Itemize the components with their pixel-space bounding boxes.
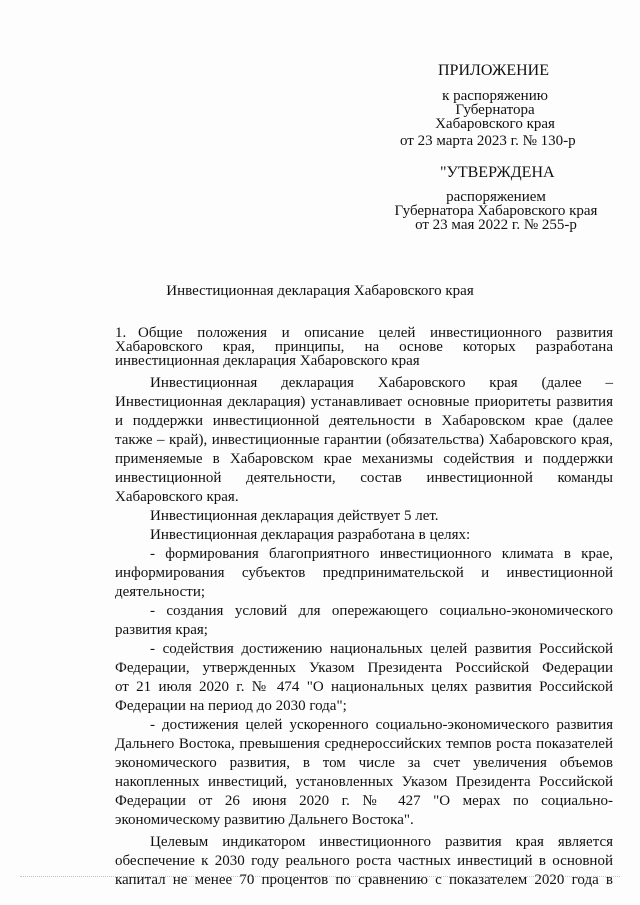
body-line: инвестиционной деятельности, состав инвестиционной команды (115, 470, 613, 486)
body-line: экономическому развитию Дальнего Востока". (115, 812, 414, 828)
approved-title: "УТВЕРЖДЕНА (440, 164, 555, 181)
appendix-date: от 23 марта 2023 г. № 130-р (400, 133, 576, 149)
body-line: обеспечение к 2030 году реального роста частных инвестиций в основной (115, 853, 613, 869)
body-line: капитал не менее 70 процентов по сравнению с показателем 2020 года в (115, 872, 613, 888)
body-line: и поддержки инвестиционной деятельности в Хабаровском крае (далее (115, 413, 613, 429)
appendix-line: Хабаровского края (435, 116, 555, 132)
section-number: 1. (115, 325, 127, 341)
body-line: деятельности; (115, 584, 206, 600)
body-line: - создания условий для опережающего социально-экономического (150, 603, 613, 619)
body-line: также – край), инвестиционные гарантии (обязательства) Хабаровского края, (115, 432, 613, 448)
body-line: - достижения целей ускоренного социально-экономического развития (150, 717, 613, 733)
appendix-line: к распоряжению (442, 88, 548, 104)
body-line: Инвестиционная декларация) устанавливает основные приоритеты развития (115, 394, 613, 410)
body-line: Дальнего Востока, превышения среднероссийских темпов роста показателей (115, 736, 613, 752)
body-line: применяемые в Хабаровском крае механизмы содействия и поддержки (115, 451, 613, 467)
body-line: Федерации на период до 2030 года"; (115, 698, 347, 714)
body-line: - содействия достижению национальных целей развития Российской (150, 641, 613, 657)
appendix-line: Губернатора (455, 102, 535, 118)
body-line: от 21 июля 2020 г. № 474 "О национальных целях развития Российской (115, 679, 613, 695)
document-title: Инвестиционная декларация Хабаровского края (166, 283, 474, 299)
body-line: накопленных инвестиций, установленных Указом Президента Российской (115, 774, 613, 790)
body-line: развития края; (115, 622, 208, 638)
body-line: - формирования благоприятного инвестиционного климата в крае, (150, 546, 613, 562)
body-line: Целевым индикатором инвестиционного развития края является (150, 834, 613, 850)
body-line: Хабаровского края. (115, 489, 239, 505)
body-line: экономического развития, в том числе за счет увеличения объемов (115, 755, 613, 771)
body-line: Инвестиционная декларация действует 5 лет. (150, 508, 439, 524)
body-line: Федерации, утвержденных Указом Президента Российской Федерации (115, 660, 613, 676)
body-line: Инвестиционная декларация разработана в целях: (150, 527, 471, 543)
appendix-title: ПРИЛОЖЕНИЕ (438, 62, 550, 79)
approved-line: распоряжением (446, 189, 546, 205)
body-line: Федерации от 26 июня 2020 г. № 427 "О мерах по социально- (115, 793, 613, 809)
approved-date: от 23 мая 2022 г. № 255-р (415, 217, 577, 233)
section-heading-line: Хабаровского края, принципы, на основе которых разработана (115, 339, 613, 355)
body-line: информирования субъектов предпринимательской и инвестиционной (115, 565, 613, 581)
body-line: Инвестиционная декларация Хабаровского края (далее – (150, 375, 613, 391)
scan-edge-artifact (20, 876, 620, 878)
section-heading-line: инвестиционная декларация Хабаровского края (115, 353, 420, 369)
section-heading-line: Общие положения и описание целей инвестиционного развития (138, 325, 613, 341)
approved-line: Губернатора Хабаровского края (394, 203, 598, 219)
